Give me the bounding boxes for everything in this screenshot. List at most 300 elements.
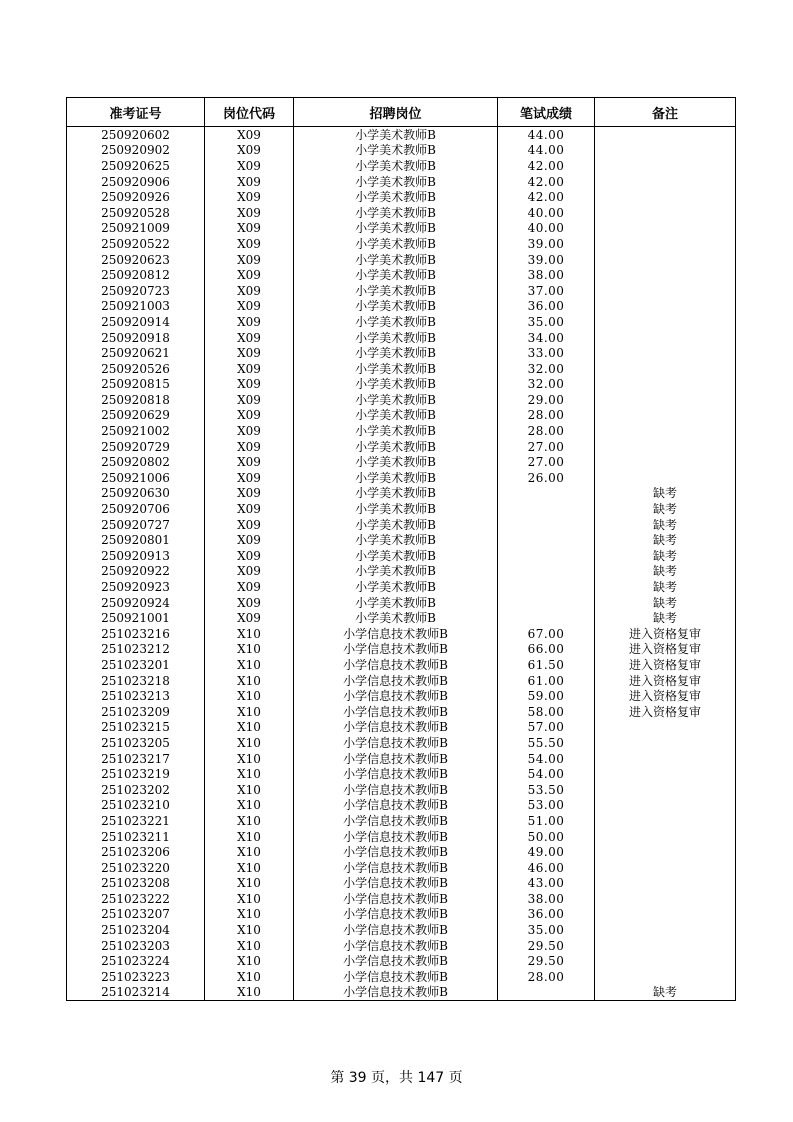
- post-code-cell: X09: [205, 189, 294, 205]
- table-row: [67, 829, 736, 845]
- post-code-cell: X10: [205, 782, 294, 798]
- written-score-cell: 39.00: [498, 236, 595, 252]
- written-score-cell: 36.00: [498, 907, 595, 923]
- written-score-cell: 29.50: [498, 953, 595, 969]
- remarks-cell: 缺考: [595, 564, 736, 580]
- post-name-cell: 小学美术教师B: [294, 532, 498, 548]
- exam-id-cell: 250921006: [67, 470, 205, 486]
- written-score-cell: 57.00: [498, 720, 595, 736]
- table-row: [67, 595, 736, 611]
- table-row: [67, 610, 736, 626]
- post-code-cell: X09: [205, 486, 294, 502]
- remarks-cell: [595, 236, 736, 252]
- written-score-cell: 50.00: [498, 829, 595, 845]
- post-code-cell: X10: [205, 922, 294, 938]
- post-name-cell: 小学信息技术教师B: [294, 969, 498, 985]
- remarks-cell: 进入资格复审: [595, 688, 736, 704]
- post-code-cell: X09: [205, 377, 294, 393]
- table-row: [67, 564, 736, 580]
- written-score-cell: 40.00: [498, 205, 595, 221]
- written-score-cell: 39.00: [498, 252, 595, 268]
- exam-id-cell: 251023223: [67, 969, 205, 985]
- written-score-cell: 37.00: [498, 283, 595, 299]
- table-row: [67, 953, 736, 969]
- exam-id-cell: 250920802: [67, 454, 205, 470]
- post-name-cell: 小学信息技术教师B: [294, 751, 498, 767]
- remarks-cell: 缺考: [595, 548, 736, 564]
- post-name-cell: 小学美术教师B: [294, 267, 498, 283]
- written-score-cell: 61.50: [498, 657, 595, 673]
- post-code-cell: X10: [205, 813, 294, 829]
- table-row: [67, 423, 736, 439]
- remarks-cell: [595, 314, 736, 330]
- table-row: [67, 408, 736, 424]
- written-score-cell: [498, 532, 595, 548]
- table-row: [67, 642, 736, 658]
- exam-id-cell: 251023205: [67, 735, 205, 751]
- page-footer: 第 39 页，共 147 页: [330, 1070, 463, 1086]
- written-score-cell: 42.00: [498, 158, 595, 174]
- table-row: [67, 439, 736, 455]
- exam-id-cell: 250920906: [67, 174, 205, 190]
- exam-id-cell: 250920526: [67, 361, 205, 377]
- post-name-cell: 小学美术教师B: [294, 501, 498, 517]
- exam-id-cell: 250920922: [67, 564, 205, 580]
- post-code-cell: X09: [205, 595, 294, 611]
- table-row: [67, 345, 736, 361]
- exam-id-cell: 251023216: [67, 626, 205, 642]
- post-name-cell: 小学信息技术教师B: [294, 798, 498, 814]
- written-score-cell: 32.00: [498, 361, 595, 377]
- post-code-cell: X10: [205, 688, 294, 704]
- remarks-cell: [595, 330, 736, 346]
- table-row: [67, 782, 736, 798]
- exam-id-cell: 250920528: [67, 205, 205, 221]
- written-score-cell: 28.00: [498, 969, 595, 985]
- exam-id-cell: 251023208: [67, 876, 205, 892]
- exam-id-cell: 250920621: [67, 345, 205, 361]
- written-score-cell: 36.00: [498, 299, 595, 315]
- post-code-cell: X09: [205, 470, 294, 486]
- exam-id-cell: 250920625: [67, 158, 205, 174]
- table-row: [67, 314, 736, 330]
- exam-id-cell: 250921002: [67, 423, 205, 439]
- remarks-cell: [595, 143, 736, 159]
- table-row: [67, 330, 736, 346]
- table-row: [67, 127, 736, 143]
- written-score-cell: 27.00: [498, 454, 595, 470]
- post-code-cell: X09: [205, 143, 294, 159]
- remarks-cell: [595, 439, 736, 455]
- exam-id-cell: 251023209: [67, 704, 205, 720]
- post-code-cell: X09: [205, 579, 294, 595]
- table-row: [67, 377, 736, 393]
- post-name-cell: 小学信息技术教师B: [294, 844, 498, 860]
- post-code-cell: X10: [205, 751, 294, 767]
- exam-id-cell: 251023222: [67, 891, 205, 907]
- remarks-cell: 缺考: [595, 532, 736, 548]
- post-code-cell: X09: [205, 252, 294, 268]
- post-name-cell: 小学信息技术教师B: [294, 626, 498, 642]
- remarks-cell: [595, 423, 736, 439]
- post-code-cell: X10: [205, 860, 294, 876]
- exam-id-cell: 251023202: [67, 782, 205, 798]
- post-code-cell: X10: [205, 953, 294, 969]
- post-code-cell: X09: [205, 221, 294, 237]
- written-score-cell: 43.00: [498, 876, 595, 892]
- post-name-cell: 小学信息技术教师B: [294, 953, 498, 969]
- table-row: [67, 548, 736, 564]
- remarks-cell: 缺考: [595, 517, 736, 533]
- post-name-cell: 小学美术教师B: [294, 439, 498, 455]
- post-name-cell: 小学信息技术教师B: [294, 657, 498, 673]
- table-row: [67, 751, 736, 767]
- written-score-cell: 44.00: [498, 143, 595, 159]
- post-name-cell: 小学美术教师B: [294, 454, 498, 470]
- exam-id-cell: 251023211: [67, 829, 205, 845]
- post-name-cell: 小学信息技术教师B: [294, 922, 498, 938]
- post-name-cell: 小学美术教师B: [294, 314, 498, 330]
- remarks-cell: [595, 361, 736, 377]
- remarks-cell: 进入资格复审: [595, 626, 736, 642]
- header-written-score: 笔试成绩: [498, 98, 595, 127]
- remarks-cell: [595, 876, 736, 892]
- written-score-cell: 46.00: [498, 860, 595, 876]
- remarks-cell: [595, 470, 736, 486]
- post-code-cell: X10: [205, 657, 294, 673]
- remarks-cell: 进入资格复审: [595, 657, 736, 673]
- post-code-cell: X10: [205, 938, 294, 954]
- table-row: [67, 704, 736, 720]
- written-score-cell: 58.00: [498, 704, 595, 720]
- written-score-cell: 38.00: [498, 267, 595, 283]
- post-code-cell: X10: [205, 907, 294, 923]
- post-name-cell: 小学美术教师B: [294, 143, 498, 159]
- table-row: [67, 158, 736, 174]
- remarks-cell: [595, 720, 736, 736]
- remarks-cell: [595, 891, 736, 907]
- remarks-cell: 缺考: [595, 610, 736, 626]
- post-code-cell: X10: [205, 798, 294, 814]
- written-score-cell: 54.00: [498, 766, 595, 782]
- exam-id-cell: 250920727: [67, 517, 205, 533]
- written-score-cell: [498, 595, 595, 611]
- post-code-cell: X10: [205, 735, 294, 751]
- remarks-cell: [595, 829, 736, 845]
- remarks-cell: [595, 267, 736, 283]
- remarks-cell: 进入资格复审: [595, 673, 736, 689]
- written-score-cell: 33.00: [498, 345, 595, 361]
- table-row: [67, 626, 736, 642]
- exam-id-cell: 251023212: [67, 642, 205, 658]
- table-row: [67, 907, 736, 923]
- post-code-cell: X09: [205, 236, 294, 252]
- remarks-cell: [595, 299, 736, 315]
- remarks-cell: [595, 907, 736, 923]
- written-score-cell: 29.50: [498, 938, 595, 954]
- post-name-cell: 小学信息技术教师B: [294, 735, 498, 751]
- exam-id-cell: 250920812: [67, 267, 205, 283]
- table-row: [67, 813, 736, 829]
- post-code-cell: X09: [205, 548, 294, 564]
- post-name-cell: 小学美术教师B: [294, 283, 498, 299]
- remarks-cell: 缺考: [595, 579, 736, 595]
- post-name-cell: 小学美术教师B: [294, 486, 498, 502]
- post-code-cell: X09: [205, 517, 294, 533]
- exam-id-cell: 250920913: [67, 548, 205, 564]
- table-row: [67, 532, 736, 548]
- post-code-cell: X09: [205, 314, 294, 330]
- table-row: [67, 673, 736, 689]
- remarks-cell: [595, 751, 736, 767]
- exam-id-cell: 250920630: [67, 486, 205, 502]
- header-post-name: 招聘岗位: [294, 98, 498, 127]
- written-score-cell: 29.00: [498, 392, 595, 408]
- exam-id-cell: 250920914: [67, 314, 205, 330]
- table-row: [67, 501, 736, 517]
- exam-id-cell: 250921001: [67, 610, 205, 626]
- post-code-cell: X10: [205, 891, 294, 907]
- remarks-cell: 缺考: [595, 985, 736, 1001]
- exam-id-cell: 251023210: [67, 798, 205, 814]
- post-name-cell: 小学信息技术教师B: [294, 766, 498, 782]
- written-score-cell: 44.00: [498, 127, 595, 143]
- remarks-cell: [595, 782, 736, 798]
- table-row: [67, 657, 736, 673]
- table-row: [67, 969, 736, 985]
- post-name-cell: 小学美术教师B: [294, 189, 498, 205]
- written-score-cell: 54.00: [498, 751, 595, 767]
- remarks-cell: [595, 969, 736, 985]
- written-score-cell: 49.00: [498, 844, 595, 860]
- header-post-code: 岗位代码: [205, 98, 294, 127]
- post-code-cell: X09: [205, 439, 294, 455]
- post-code-cell: X09: [205, 501, 294, 517]
- exam-id-cell: 251023203: [67, 938, 205, 954]
- exam-id-cell: 250920706: [67, 501, 205, 517]
- post-name-cell: 小学信息技术教师B: [294, 891, 498, 907]
- written-score-cell: 42.00: [498, 189, 595, 205]
- post-code-cell: X09: [205, 361, 294, 377]
- exam-id-cell: 250921009: [67, 221, 205, 237]
- exam-id-cell: 250920902: [67, 143, 205, 159]
- post-code-cell: X09: [205, 127, 294, 143]
- exam-id-cell: 251023206: [67, 844, 205, 860]
- written-score-cell: 42.00: [498, 174, 595, 190]
- score-table: [66, 97, 736, 1001]
- written-score-cell: 38.00: [498, 891, 595, 907]
- written-score-cell: 61.00: [498, 673, 595, 689]
- table-row: [67, 174, 736, 190]
- exam-id-cell: 250920815: [67, 377, 205, 393]
- table-row: [67, 922, 736, 938]
- exam-id-cell: 251023213: [67, 688, 205, 704]
- post-name-cell: 小学美术教师B: [294, 579, 498, 595]
- table-row: [67, 299, 736, 315]
- post-code-cell: X09: [205, 299, 294, 315]
- exam-id-cell: 251023217: [67, 751, 205, 767]
- table-row: [67, 517, 736, 533]
- remarks-cell: [595, 454, 736, 470]
- written-score-cell: 59.00: [498, 688, 595, 704]
- written-score-cell: 53.00: [498, 798, 595, 814]
- remarks-cell: [595, 938, 736, 954]
- remarks-cell: [595, 408, 736, 424]
- exam-id-cell: 250920522: [67, 236, 205, 252]
- table-row: [67, 486, 736, 502]
- exam-id-cell: 250920629: [67, 408, 205, 424]
- remarks-cell: [595, 392, 736, 408]
- post-code-cell: X09: [205, 267, 294, 283]
- post-name-cell: 小学美术教师B: [294, 470, 498, 486]
- post-code-cell: X10: [205, 766, 294, 782]
- exam-id-cell: 250920926: [67, 189, 205, 205]
- exam-id-cell: 251023220: [67, 860, 205, 876]
- written-score-cell: 26.00: [498, 470, 595, 486]
- post-code-cell: X10: [205, 626, 294, 642]
- exam-id-cell: 251023207: [67, 907, 205, 923]
- remarks-cell: [595, 158, 736, 174]
- remarks-cell: [595, 860, 736, 876]
- exam-id-cell: 250920602: [67, 127, 205, 143]
- written-score-cell: 67.00: [498, 626, 595, 642]
- post-name-cell: 小学美术教师B: [294, 517, 498, 533]
- post-name-cell: 小学美术教师B: [294, 158, 498, 174]
- post-code-cell: X09: [205, 532, 294, 548]
- written-score-cell: [498, 517, 595, 533]
- exam-id-cell: 251023204: [67, 922, 205, 938]
- remarks-cell: [595, 953, 736, 969]
- exam-id-cell: 250920729: [67, 439, 205, 455]
- exam-id-cell: 250920924: [67, 595, 205, 611]
- table-row: [67, 392, 736, 408]
- table-row: [67, 221, 736, 237]
- table-row: [67, 891, 736, 907]
- post-name-cell: 小学美术教师B: [294, 330, 498, 346]
- remarks-cell: 缺考: [595, 595, 736, 611]
- post-name-cell: 小学信息技术教师B: [294, 673, 498, 689]
- post-code-cell: X10: [205, 642, 294, 658]
- exam-id-cell: 250921003: [67, 299, 205, 315]
- written-score-cell: 51.00: [498, 813, 595, 829]
- post-code-cell: X09: [205, 345, 294, 361]
- post-code-cell: X09: [205, 392, 294, 408]
- table-row: [67, 143, 736, 159]
- header-exam-id: 准考证号: [67, 98, 205, 127]
- post-code-cell: X09: [205, 423, 294, 439]
- post-name-cell: 小学美术教师B: [294, 174, 498, 190]
- post-name-cell: 小学美术教师B: [294, 205, 498, 221]
- post-name-cell: 小学美术教师B: [294, 392, 498, 408]
- post-name-cell: 小学信息技术教师B: [294, 860, 498, 876]
- remarks-cell: 进入资格复审: [595, 642, 736, 658]
- table-row: [67, 236, 736, 252]
- remarks-cell: [595, 377, 736, 393]
- post-code-cell: X10: [205, 829, 294, 845]
- post-name-cell: 小学美术教师B: [294, 361, 498, 377]
- remarks-cell: [595, 127, 736, 143]
- post-code-cell: X09: [205, 158, 294, 174]
- post-code-cell: X09: [205, 564, 294, 580]
- post-name-cell: 小学美术教师B: [294, 252, 498, 268]
- table-row: [67, 766, 736, 782]
- remarks-cell: [595, 922, 736, 938]
- post-code-cell: X10: [205, 969, 294, 985]
- post-code-cell: X10: [205, 673, 294, 689]
- remarks-cell: 缺考: [595, 501, 736, 517]
- exam-id-cell: 251023221: [67, 813, 205, 829]
- header-remarks: 备注: [595, 98, 736, 127]
- post-name-cell: 小学美术教师B: [294, 610, 498, 626]
- written-score-cell: [498, 486, 595, 502]
- remarks-cell: [595, 345, 736, 361]
- post-code-cell: X10: [205, 844, 294, 860]
- remarks-cell: [595, 221, 736, 237]
- exam-id-cell: 250920801: [67, 532, 205, 548]
- post-code-cell: X09: [205, 174, 294, 190]
- written-score-cell: 35.00: [498, 922, 595, 938]
- post-name-cell: 小学信息技术教师B: [294, 829, 498, 845]
- table-row: [67, 454, 736, 470]
- written-score-cell: 32.00: [498, 377, 595, 393]
- remarks-cell: [595, 189, 736, 205]
- post-name-cell: 小学美术教师B: [294, 595, 498, 611]
- table-row: [67, 735, 736, 751]
- table-row: [67, 189, 736, 205]
- post-name-cell: 小学信息技术教师B: [294, 985, 498, 1001]
- header-row: [67, 98, 736, 127]
- remarks-cell: [595, 844, 736, 860]
- remarks-cell: [595, 252, 736, 268]
- remarks-cell: [595, 735, 736, 751]
- post-name-cell: 小学信息技术教师B: [294, 907, 498, 923]
- exam-id-cell: 251023215: [67, 720, 205, 736]
- post-name-cell: 小学信息技术教师B: [294, 782, 498, 798]
- remarks-cell: [595, 766, 736, 782]
- written-score-cell: 53.50: [498, 782, 595, 798]
- table-row: [67, 798, 736, 814]
- exam-id-cell: 251023224: [67, 953, 205, 969]
- table-row: [67, 283, 736, 299]
- table-row: [67, 860, 736, 876]
- post-code-cell: X10: [205, 704, 294, 720]
- post-name-cell: 小学美术教师B: [294, 377, 498, 393]
- post-name-cell: 小学美术教师B: [294, 127, 498, 143]
- written-score-cell: [498, 564, 595, 580]
- remarks-cell: 缺考: [595, 486, 736, 502]
- table-row: [67, 985, 736, 1001]
- post-name-cell: 小学信息技术教师B: [294, 642, 498, 658]
- post-name-cell: 小学信息技术教师B: [294, 704, 498, 720]
- table-row: [67, 205, 736, 221]
- table-row: [67, 938, 736, 954]
- post-code-cell: X09: [205, 454, 294, 470]
- post-name-cell: 小学美术教师B: [294, 408, 498, 424]
- table-row: [67, 361, 736, 377]
- remarks-cell: [595, 283, 736, 299]
- written-score-cell: 66.00: [498, 642, 595, 658]
- post-code-cell: X09: [205, 408, 294, 424]
- written-score-cell: [498, 579, 595, 595]
- post-name-cell: 小学信息技术教师B: [294, 688, 498, 704]
- table-row: [67, 720, 736, 736]
- written-score-cell: [498, 548, 595, 564]
- post-name-cell: 小学美术教师B: [294, 548, 498, 564]
- written-score-cell: 40.00: [498, 221, 595, 237]
- post-name-cell: 小学美术教师B: [294, 564, 498, 580]
- post-name-cell: 小学美术教师B: [294, 345, 498, 361]
- table-row: [67, 267, 736, 283]
